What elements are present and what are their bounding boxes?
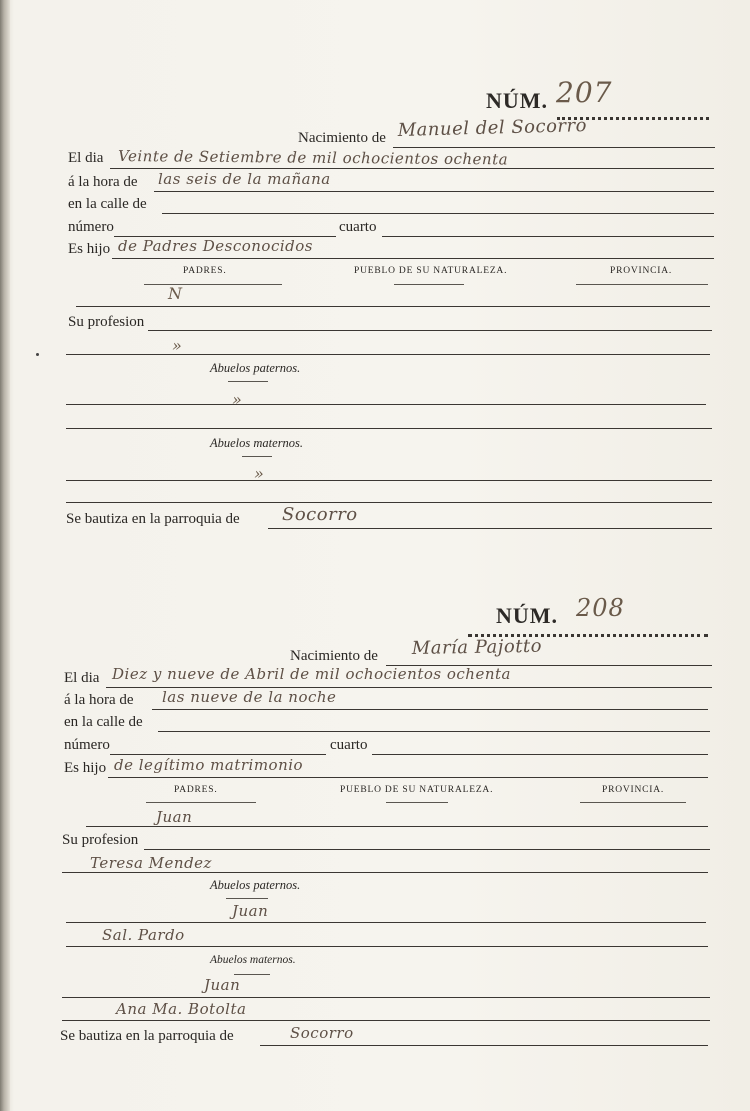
col-padres: PADRES. — [183, 266, 227, 276]
handwritten-profesion-mark: » — [172, 336, 182, 355]
line-maternos-1 — [62, 997, 710, 998]
handwritten-hour: las nueve de la noche — [162, 688, 337, 706]
line-profesion — [148, 330, 712, 331]
record-number-label: NÚM. — [496, 603, 559, 628]
line-maternos-2 — [66, 502, 712, 503]
label-cuarto: cuarto — [339, 219, 377, 235]
label-nacimiento: Nacimiento de — [298, 130, 386, 146]
handwritten-maternal-1: Juan — [204, 976, 241, 994]
line-hijo — [112, 258, 714, 259]
line-calle — [162, 213, 714, 214]
birth-record-2 — [0, 520, 750, 1080]
line-profesion-2 — [66, 354, 710, 355]
line-cuarto — [372, 754, 708, 755]
label-numero: número — [64, 737, 110, 753]
col-rule-provincia — [580, 802, 686, 803]
line-padres — [86, 826, 708, 827]
col-rule-pueblo — [394, 284, 464, 285]
line-padres — [76, 306, 710, 307]
handwritten-paternal-1: Juan — [232, 902, 269, 920]
col-padres: PADRES. — [174, 785, 218, 795]
handwritten-parentage: de Padres Desconocidos — [118, 237, 313, 255]
label-el-dia: El dia — [68, 150, 104, 166]
label-abuelos-paternos: Abuelos paternos. — [210, 361, 301, 375]
col-pueblo: PUEBLO DE SU NATURALEZA. — [340, 785, 494, 795]
label-parroquia: Se bautiza en la parroquia de — [66, 511, 240, 527]
handwritten-mother: Teresa Mendez — [90, 854, 212, 872]
handwritten-padres-mark: N — [168, 284, 182, 303]
label-nacimiento: Nacimiento de — [290, 648, 378, 664]
handwritten-parish: Socorro — [290, 1024, 354, 1042]
label-el-dia: El dia — [64, 670, 100, 686]
label-abuelos-maternos: Abuelos maternos. — [210, 436, 304, 450]
rule-abuelos-maternos — [242, 456, 272, 457]
col-provincia: PROVINCIA. — [602, 785, 665, 795]
handwritten-maternal-2: Ana Ma. Botolta — [116, 1000, 247, 1018]
handwritten-hour: las seis de la mañana — [158, 170, 331, 188]
line-hijo — [108, 777, 708, 778]
handwritten-maternos-mark: » — [254, 464, 264, 483]
handwritten-paternos-mark: » — [232, 390, 242, 409]
label-calle: en la calle de — [68, 196, 147, 212]
line-paternos-2 — [66, 428, 712, 429]
label-es-hijo: Es hijo — [68, 241, 111, 257]
col-rule-pueblo — [386, 802, 448, 803]
line-parroquia — [260, 1045, 708, 1046]
handwritten-parentage: de legítimo matrimonio — [114, 756, 304, 774]
line-numero — [110, 754, 326, 755]
label-a-la-hora: á la hora de — [64, 692, 134, 708]
handwritten-name: Manuel del Socorro — [397, 115, 588, 141]
label-calle: en la calle de — [64, 714, 143, 730]
col-rule-padres — [146, 802, 256, 803]
rule-abuelos-maternos — [234, 974, 270, 975]
col-provincia: PROVINCIA. — [610, 266, 673, 276]
record-number: 207 — [556, 76, 613, 109]
handwritten-parish: Socorro — [282, 504, 358, 525]
handwritten-date: Veinte de Setiembre de mil ochocientos ochenta — [118, 147, 509, 169]
record-number: 208 — [576, 594, 625, 622]
handwritten-date: Diez y nueve de Abril de mil ochocientos ochenta — [112, 665, 511, 683]
label-profesion: Su profesion — [68, 314, 145, 330]
label-es-hijo: Es hijo — [64, 760, 107, 776]
rule-abuelos-paternos — [228, 381, 268, 382]
record-number-label: NÚM. — [486, 88, 549, 113]
label-profesion: Su profesion — [62, 832, 139, 848]
label-numero: número — [68, 219, 114, 235]
handwritten-paternal-2: Sal. Pardo — [102, 926, 185, 944]
line-hora — [154, 191, 714, 192]
handwritten-father: Juan — [156, 808, 193, 826]
line-profesion-2 — [62, 872, 708, 873]
line-profesion — [144, 849, 710, 850]
line-maternos-2 — [62, 1020, 710, 1021]
col-rule-padres — [144, 284, 282, 285]
line-paternos-1 — [66, 922, 706, 923]
col-rule-provincia — [576, 284, 708, 285]
label-a-la-hora: á la hora de — [68, 174, 138, 190]
line-nacimiento — [393, 147, 715, 148]
handwritten-name: María Pajotto — [411, 635, 543, 659]
line-maternos-1 — [66, 480, 712, 481]
rule-abuelos-paternos — [226, 898, 268, 899]
label-parroquia: Se bautiza en la parroquia de — [60, 1028, 234, 1044]
line-paternos-2 — [66, 946, 708, 947]
line-paternos-1 — [66, 404, 706, 405]
col-pueblo: PUEBLO DE SU NATURALEZA. — [354, 266, 508, 276]
label-cuarto: cuarto — [330, 737, 368, 753]
line-cuarto — [382, 236, 714, 237]
line-calle — [158, 731, 710, 732]
label-abuelos-maternos: Abuelos maternos. — [210, 954, 296, 966]
label-abuelos-paternos: Abuelos paternos. — [210, 878, 301, 892]
line-dia — [110, 168, 714, 169]
line-hora — [152, 709, 708, 710]
